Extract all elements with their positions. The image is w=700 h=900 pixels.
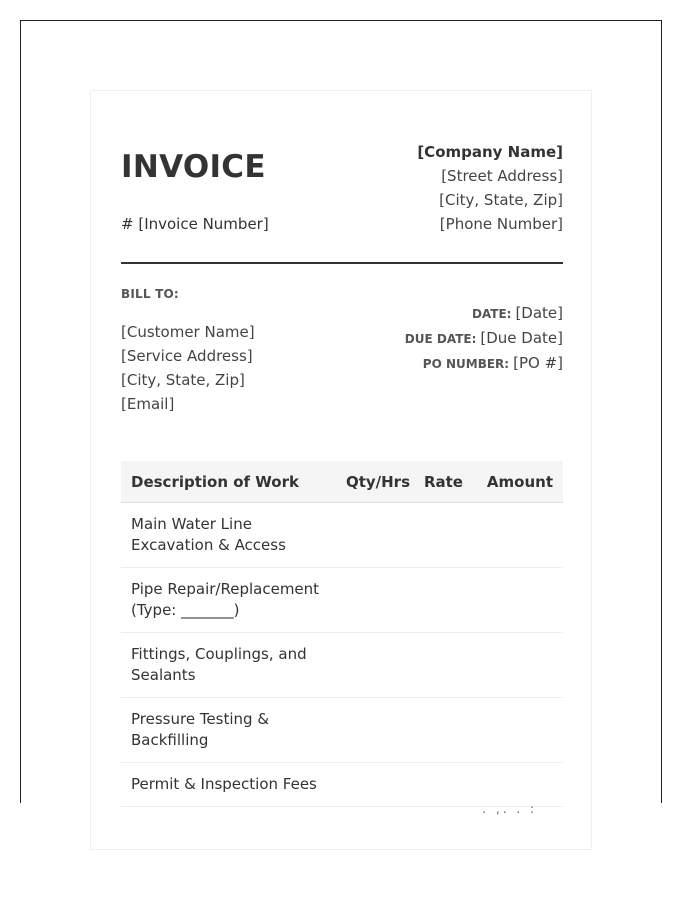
header-divider (121, 262, 563, 264)
row-amount (473, 698, 563, 763)
row-description: Permit & Inspection Fees (121, 763, 338, 807)
invoice-number: # [Invoice Number] (121, 215, 269, 233)
company-name: [Company Name] (417, 143, 563, 161)
customer-email: [Email] (121, 395, 175, 413)
bill-to-label: BILL TO: (121, 287, 179, 301)
date-label: DATE: (471, 307, 512, 321)
column-header-rate: Rate (420, 461, 473, 503)
service-address: [Service Address] (121, 347, 253, 365)
table-row (121, 568, 563, 633)
date-value: [Date] (515, 304, 563, 322)
line-items-table (121, 461, 563, 807)
due-date-row (405, 326, 563, 351)
due-date-label: DUE DATE: (404, 332, 477, 346)
invoice-title: INVOICE (121, 149, 266, 185)
row-description: Pressure Testing & Backfilling (121, 698, 338, 763)
document-viewport (20, 20, 662, 816)
row-rate (420, 568, 473, 633)
row-rate (420, 698, 473, 763)
customer-name: [Customer Name] (121, 323, 255, 341)
company-street: [Street Address] (441, 167, 563, 185)
row-rate (420, 503, 473, 568)
row-amount (473, 503, 563, 568)
po-number-value: [PO #] (513, 354, 563, 372)
table-row (121, 698, 563, 763)
row-description: Fittings, Couplings, and Sealants (121, 633, 338, 698)
column-header-amount: Amount (473, 461, 563, 503)
po-number-label: PO NUMBER: (422, 357, 510, 371)
row-description: Pipe Repair/Replacement (Type: _______) (121, 568, 338, 633)
column-header-description: Description of Work (121, 461, 338, 503)
row-qty (338, 503, 420, 568)
table-header-row (121, 461, 563, 503)
row-amount (473, 763, 563, 807)
due-date-value: [Due Date] (480, 329, 563, 347)
row-amount (473, 633, 563, 698)
row-qty (338, 633, 420, 698)
row-amount (473, 568, 563, 633)
date-row (405, 301, 563, 326)
company-phone: [Phone Number] (439, 215, 563, 233)
row-description: Main Water Line Excavation & Access (121, 503, 338, 568)
cut-off-footer-text: . ,. . : (482, 802, 537, 816)
row-qty (338, 698, 420, 763)
po-number-row (405, 351, 563, 376)
bill-to-block (121, 320, 255, 416)
table-row (121, 633, 563, 698)
table-row (121, 763, 563, 807)
row-rate (420, 633, 473, 698)
row-qty (338, 568, 420, 633)
invoice-page (90, 90, 592, 850)
row-qty (338, 763, 420, 807)
customer-city: [City, State, Zip] (121, 371, 245, 389)
invoice-meta (405, 301, 563, 376)
company-info (417, 140, 563, 236)
table-row (121, 503, 563, 568)
company-city: [City, State, Zip] (439, 191, 563, 209)
column-header-qty: Qty/Hrs (338, 461, 420, 503)
row-rate (420, 763, 473, 807)
